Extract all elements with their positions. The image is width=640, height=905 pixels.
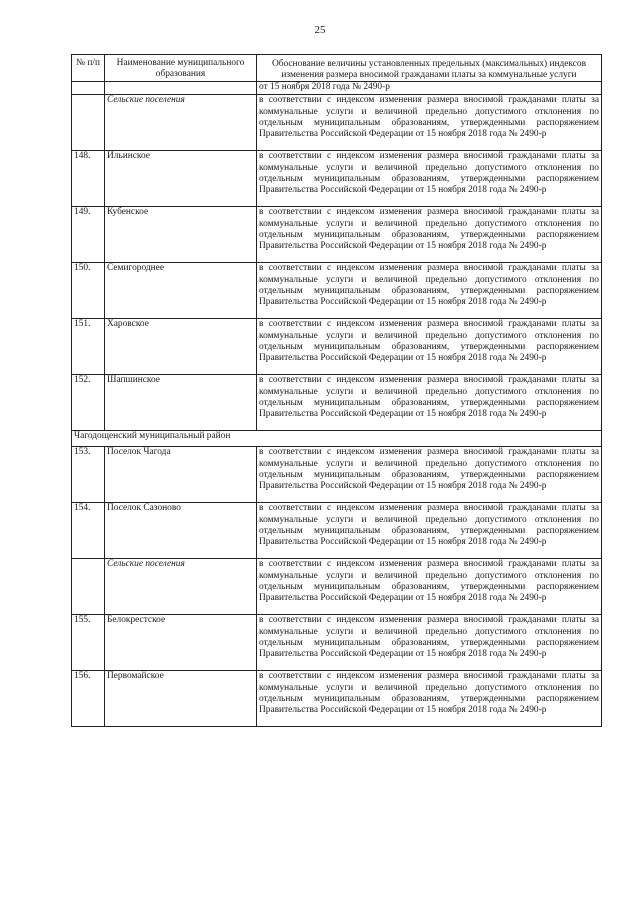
row-number: [72, 82, 105, 95]
municipality-name: Сельские поселения: [105, 95, 257, 151]
justification-text: в соответствии с индексом изменения размера вносимой гражданами платы за коммунальные услуги и величиной предельно допустимого отклонения по отдельным муниципальным образованиям, утвержденными распоряжением Правительства Российской Федерации от 15 ноября 2018 года № 2490-р: [257, 671, 602, 727]
municipality-name: Шапшинское: [105, 375, 257, 431]
table-row: [72, 671, 602, 727]
table-row: [72, 151, 602, 207]
municipality-name: Первомайское: [105, 671, 257, 727]
justification-text: в соответствии с индексом изменения размера вносимой гражданами платы за коммунальные услуги и величиной предельно допустимого отклонения по отдельным муниципальным образованиям, утвержденными распоряжением Правительства Российской Федерации от 15 ноября 2018 года № 2490-р: [257, 95, 602, 151]
justification-text: в соответствии с индексом изменения размера вносимой гражданами платы за коммунальные услуги и величиной предельно допустимого отклонения по отдельным муниципальным образованиям, утвержденными распоряжением Правительства Российской Федерации от 15 ноября 2018 года № 2490-р: [257, 319, 602, 375]
table-row: [72, 95, 602, 151]
row-number: 152.: [72, 375, 105, 431]
justification-text: в соответствии с индексом изменения размера вносимой гражданами платы за коммунальные услуги и величиной предельно допустимого отклонения по отдельным муниципальным образованиям, утвержденными распоряжением Правительства Российской Федерации от 15 ноября 2018 года № 2490-р: [257, 615, 602, 671]
justification-text: в соответствии с индексом изменения размера вносимой гражданами платы за коммунальные услуги и величиной предельно допустимого отклонения по отдельным муниципальным образованиям, утвержденными распоряжением Правительства Российской Федерации от 15 ноября 2018 года № 2490-р: [257, 375, 602, 431]
table-row: [72, 263, 602, 319]
table-body: [72, 82, 602, 727]
table-row: [72, 503, 602, 559]
municipality-name: Сельские поселения: [105, 559, 257, 615]
row-number: [72, 559, 105, 615]
row-number: 150.: [72, 263, 105, 319]
table-row: [72, 375, 602, 431]
header-num: № п/п: [72, 55, 105, 82]
justification-text: в соответствии с индексом изменения размера вносимой гражданами платы за коммунальные услуги и величиной предельно допустимого отклонения по отдельным муниципальным образованиям, утвержденными распоряжением Правительства Российской Федерации от 15 ноября 2018 года № 2490-р: [257, 503, 602, 559]
row-number: 155.: [72, 615, 105, 671]
row-number: [72, 95, 105, 151]
table-row: [72, 82, 602, 95]
row-number: 148.: [72, 151, 105, 207]
municipal-index-table: [71, 54, 602, 727]
justification-text: в соответствии с индексом изменения размера вносимой гражданами платы за коммунальные услуги и величиной предельно допустимого отклонения по отдельным муниципальным образованиям, утвержденными распоряжением Правительства Российской Федерации от 15 ноября 2018 года № 2490-р: [257, 447, 602, 503]
section-title: Чагодощенский муниципальный район: [72, 431, 602, 447]
table-row: [72, 559, 602, 615]
municipality-name: Поселок Чагода: [105, 447, 257, 503]
table-row: [72, 447, 602, 503]
municipality-name: Семигороднее: [105, 263, 257, 319]
municipality-name: Харовское: [105, 319, 257, 375]
justification-text: в соответствии с индексом изменения размера вносимой гражданами платы за коммунальные услуги и величиной предельно допустимого отклонения по отдельным муниципальным образованиям, утвержденными распоряжением Правительства Российской Федерации от 15 ноября 2018 года № 2490-р: [257, 559, 602, 615]
table-row: [72, 615, 602, 671]
row-number: 153.: [72, 447, 105, 503]
row-number: 149.: [72, 207, 105, 263]
municipality-name: Поселок Сазоново: [105, 503, 257, 559]
table-row: [72, 207, 602, 263]
municipality-name: [105, 82, 257, 95]
row-number: 154.: [72, 503, 105, 559]
justification-text: от 15 ноября 2018 года № 2490-р: [257, 82, 602, 95]
justification-text: в соответствии с индексом изменения размера вносимой гражданами платы за коммунальные услуги и величиной предельно допустимого отклонения по отдельным муниципальным образованиям, утвержденными распоряжением Правительства Российской Федерации от 15 ноября 2018 года № 2490-р: [257, 207, 602, 263]
table-row: [72, 319, 602, 375]
justification-text: в соответствии с индексом изменения размера вносимой гражданами платы за коммунальные услуги и величиной предельно допустимого отклонения по отдельным муниципальным образованиям, утвержденными распоряжением Правительства Российской Федерации от 15 ноября 2018 года № 2490-р: [257, 263, 602, 319]
section-row: [72, 431, 602, 447]
table-header-row: [72, 55, 602, 82]
row-number: 156.: [72, 671, 105, 727]
justification-text: в соответствии с индексом изменения размера вносимой гражданами платы за коммунальные услуги и величиной предельно допустимого отклонения по отдельным муниципальным образованиям, утвержденными распоряжением Правительства Российской Федерации от 15 ноября 2018 года № 2490-р: [257, 151, 602, 207]
municipality-name: Белокрестское: [105, 615, 257, 671]
header-name: Наименование муниципального образования: [105, 55, 257, 82]
municipality-name: Кубенское: [105, 207, 257, 263]
header-justification: Обоснование величины установленных предельных (максимальных) индексов изменения размера вносимой гражданами платы за коммунальные услуги: [257, 55, 602, 82]
page-number: 25: [314, 24, 326, 36]
row-number: 151.: [72, 319, 105, 375]
municipality-name: Ильинское: [105, 151, 257, 207]
